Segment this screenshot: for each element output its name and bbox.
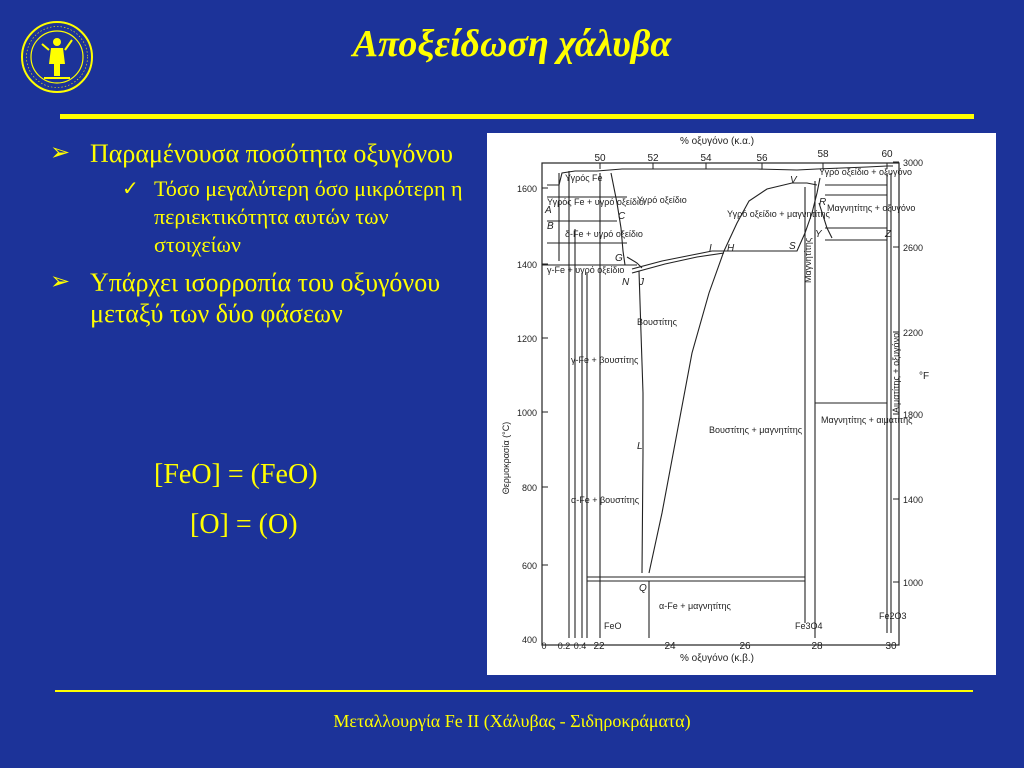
- checkmark-bullet-icon: ✓: [122, 178, 139, 200]
- composition-label: Fe3O4: [795, 621, 823, 631]
- point-label: R: [819, 197, 827, 208]
- region-label: Μαγνητίτης + αιματίτης: [821, 415, 913, 425]
- right-tick: 1800: [903, 410, 924, 420]
- right-tick: 1400: [903, 495, 924, 505]
- region-label: Μαγνητίτης + οξυγόνο: [827, 203, 916, 213]
- right-tick: 1000: [903, 578, 924, 588]
- point-label: H: [727, 243, 735, 254]
- point-label: S: [789, 241, 796, 252]
- left-tick: 1600: [516, 184, 537, 194]
- phase-diagram-svg: [487, 133, 996, 675]
- bottom-axis-label: % οξυγόνο (κ.β.): [679, 653, 755, 664]
- top-tick: 56: [756, 153, 768, 164]
- bottom-tick: 0: [541, 641, 547, 651]
- bullet-text: Παραμένουσα ποσότητα οξυγόνου: [90, 139, 453, 168]
- sub-bullet-item: [50, 175, 470, 259]
- point-label: N: [622, 277, 630, 288]
- top-tick: 54: [700, 153, 712, 164]
- right-tick: 3000: [903, 158, 924, 168]
- left-tick: 600: [521, 561, 537, 571]
- title-underline: [60, 114, 974, 119]
- bottom-ticks: [541, 641, 897, 652]
- equation-feo: [FeO] = (FeO): [154, 459, 318, 490]
- region-label: γ-Fe + βουστίτης: [571, 355, 639, 365]
- point-label: G: [615, 253, 623, 264]
- point-label: V: [790, 175, 797, 186]
- region-label: Αιματίτης + οξυγόνο: [891, 332, 901, 413]
- right-axis-unit: °F: [919, 371, 930, 382]
- tick-marks: [542, 162, 899, 582]
- bottom-tick: 30: [885, 641, 897, 652]
- left-ticks: [517, 184, 537, 645]
- region-label: Βουστίτης + μαγνητίτης: [709, 425, 803, 435]
- region-label: Βουστίτης: [637, 317, 677, 327]
- top-tick: 60: [881, 149, 893, 160]
- left-tick: 1200: [516, 334, 537, 344]
- composition-label: FeO: [604, 621, 622, 631]
- region-label: Υγρός Fe + υγρό οξείδιο: [547, 197, 644, 207]
- composition-label: Fe2O3: [879, 611, 907, 621]
- region-label: Υγρό οξείδιο + μαγνητίτης: [727, 209, 830, 219]
- region-label: α-Fe + μαγνητίτης: [659, 601, 731, 611]
- top-tick: 50: [594, 153, 606, 164]
- bottom-tick: 28: [811, 641, 823, 652]
- arrow-bullet-icon: ➢: [50, 140, 71, 166]
- region-label: γ-Fe + υγρό οξείδιο: [547, 265, 625, 275]
- left-tick: 1400: [516, 260, 537, 270]
- bullet-text: Υπάρχει ισορροπία του οξυγόνου μεταξύ των δύο φάσεων: [90, 268, 441, 328]
- point-label: Q: [639, 583, 647, 594]
- bullet-list: [50, 138, 470, 335]
- equation-oxygen: [O] = (O): [190, 509, 298, 540]
- left-tick: 400: [521, 635, 537, 645]
- left-axis-label: Θερμοκρασία (°C): [501, 421, 511, 495]
- arrow-bullet-icon: ➢: [50, 269, 71, 295]
- region-label: Υγρό οξείδιο: [637, 195, 687, 205]
- fe-o-phase-diagram: [487, 133, 996, 675]
- point-label: L: [637, 441, 643, 452]
- bullet-item: [50, 267, 470, 329]
- bottom-tick: 22: [593, 641, 605, 652]
- sub-bullet-text: Τόσο μεγαλύτερη όσο μικρότερη η περιεκτικότητα αυτών των στοιχείων: [154, 176, 463, 257]
- top-ticks: [594, 149, 893, 164]
- left-tick: 800: [521, 483, 537, 493]
- region-label: Μαγνητίτης: [803, 237, 813, 283]
- point-label: J: [639, 277, 644, 288]
- right-tick: 2200: [903, 328, 924, 338]
- top-tick: 52: [647, 153, 659, 164]
- bottom-tick: 0.4: [573, 641, 587, 651]
- bullet-item: [50, 138, 470, 169]
- slide-title: Αποξείδωση χάλυβα: [352, 23, 672, 65]
- slide-footer: Μεταλλουργία Fe II (Χάλυβας - Σιδηροκράματα): [333, 711, 691, 731]
- region-label: Υγρό οξείδιο + οξυγόνο: [819, 167, 912, 177]
- left-tick: 1000: [516, 408, 537, 418]
- bottom-tick: 0.2: [557, 641, 571, 651]
- point-label: I: [709, 243, 712, 254]
- point-label: C: [618, 211, 626, 222]
- point-label: A: [545, 205, 552, 216]
- region-label: Υγρός Fe: [565, 173, 603, 183]
- top-axis-label: % οξυγόνο (κ.α.): [679, 136, 755, 147]
- bottom-tick: 26: [739, 641, 751, 652]
- point-label: Z: [885, 229, 892, 240]
- region-labels: [547, 167, 915, 611]
- bottom-tick: 24: [664, 641, 676, 652]
- point-label: Y: [815, 229, 822, 240]
- region-label: δ-Fe + υγρό οξείδιο: [565, 229, 643, 239]
- right-tick: 2600: [903, 243, 924, 253]
- region-label: α-Fe + βουστίτης: [571, 495, 640, 505]
- point-label: B: [547, 221, 554, 232]
- footer-divider: [55, 690, 973, 692]
- top-tick: 58: [817, 149, 829, 160]
